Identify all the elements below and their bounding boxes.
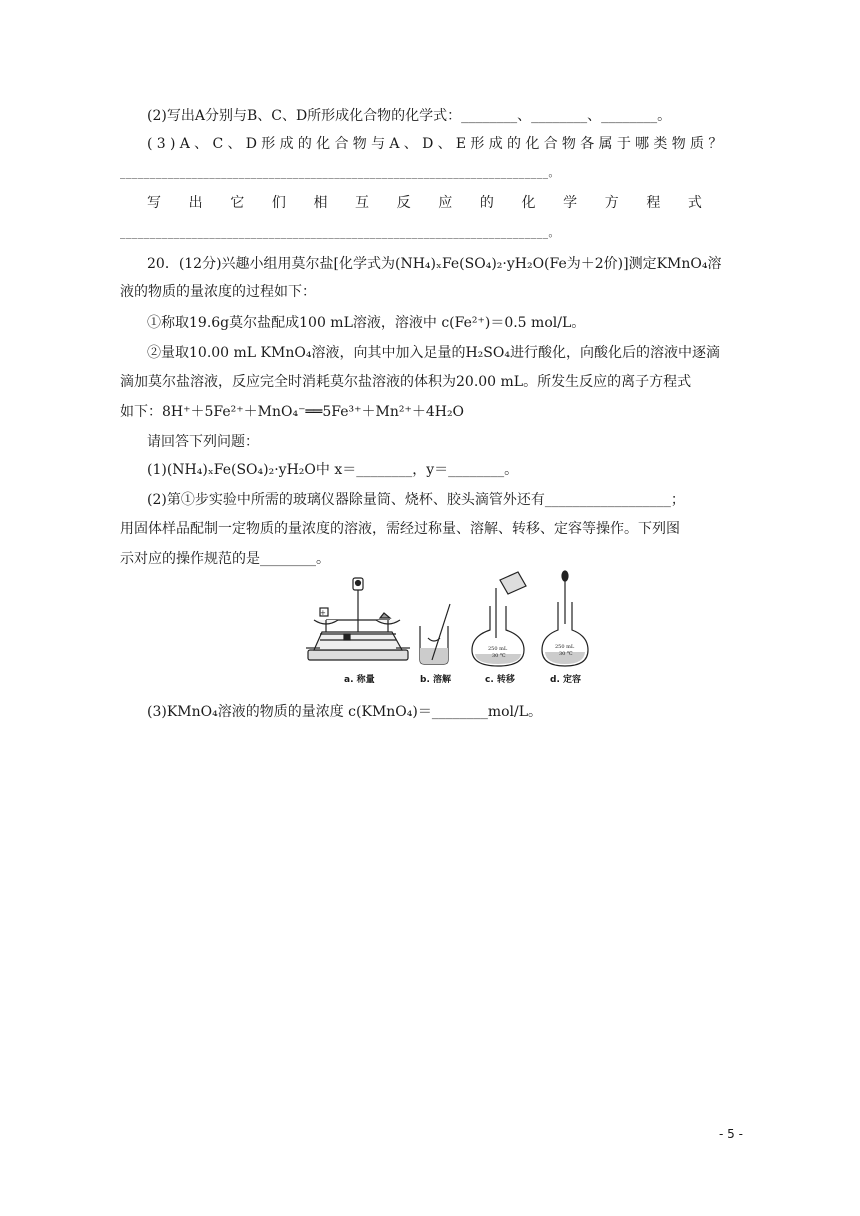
line-q19-3c [147,193,702,213]
q20-sub-3: (3)KMnO₄溶液的物质的量浓度 c(KMnO₄)＝________mol/L。 [147,704,543,720]
balance-illustration [306,578,410,660]
caption-weigh: a. 称量 [344,675,375,685]
word: 化 [521,195,536,211]
q20-ask: 请回答下列问题： [147,434,259,450]
word: 程 [646,195,661,211]
q20-step-2c: 如下：8H⁺＋5Fe²⁺＋MnO₄⁻══5Fe³⁺＋Mn²⁺＋4H₂O [120,404,465,420]
q20-sub-2a: (2)第①步实验中所需的玻璃仪器除量筒、烧杯、胶头滴管外还有__________________； [147,492,685,508]
line-q19-3d: ________________________________________________________________________。 [120,226,560,239]
q20-step-2a: ②量取10.00 mL KMnO₄溶液，向其中加入足量的H₂SO₄进行酸化，向酸化后的溶液中逐滴 [147,345,720,361]
beaker-illustration [420,604,450,664]
flask-volume-label: 250 mL [488,646,508,652]
word: 写 [147,195,161,211]
word: 学 [563,195,578,211]
word: 反 [396,195,411,211]
caption-constant-volume: d. 定容 [550,675,581,685]
flask-temp-label: 30 ℃ [492,653,506,659]
lab-operations-figure [300,568,600,690]
word: 互 [355,195,370,211]
line-q19-3a: (3)A、C、D形成的化合物与A、D、E形成的化合物各属于哪类物质？ [147,136,727,152]
svg-text:+: + [320,609,326,617]
page-number: - 5 - [719,1127,743,1141]
word: 方 [604,195,619,211]
flask-transfer-illustration [472,572,526,666]
q20-step-1: ①称取19.6g莫尔盐配成100 mL溶液，溶液中 c(Fe²⁺)＝0.5 mol/L。 [147,315,586,331]
caption-transfer: c. 转移 [485,675,515,685]
flask-volume-label: 250 mL [555,644,575,650]
q20-intro-1: 20．(12分)兴趣小组用莫尔盐[化学式为(NH₄)ₓFe(SO₄)₂·yH₂O(Fe为＋2价)]测定KMnO₄溶 [147,256,722,272]
q20-intro-2: 液的物质的量浓度的过程如下： [120,284,316,300]
word: 出 [188,195,203,211]
flask-temp-label: 30 ℃ [559,651,573,657]
caption-dissolve: b. 溶解 [420,675,451,685]
word: 们 [271,195,286,211]
q20-sub-2c: 示对应的操作规范的是________。 [120,551,330,567]
q20-sub-2b: 用固体样品配制一定物质的量浓度的溶液，需经过称量、溶解、转移、定容等操作。下列图 [120,521,680,537]
word: 相 [313,195,328,211]
word: 的 [479,195,494,211]
line-q19-2: (2)写出A分别与B、C、D所形成化合物的化学式：________、________、________。 [147,108,672,124]
word: 它 [230,195,245,211]
q20-step-2b: 滴加莫尔盐溶液，反应完全时消耗莫尔盐溶液的体积为20.00 mL。所发生反应的离子方程式 [120,374,692,390]
word: 应 [438,195,453,211]
lab-operations-drawing [300,568,600,668]
q20-sub-1: (1)(NH₄)ₓFe(SO₄)₂·yH₂O中 x＝________，y＝________。 [147,462,519,478]
line-q19-3b: ________________________________________________________________________。 [120,166,560,179]
flask-dropper-illustration [542,571,588,666]
word: 式 [687,195,702,211]
